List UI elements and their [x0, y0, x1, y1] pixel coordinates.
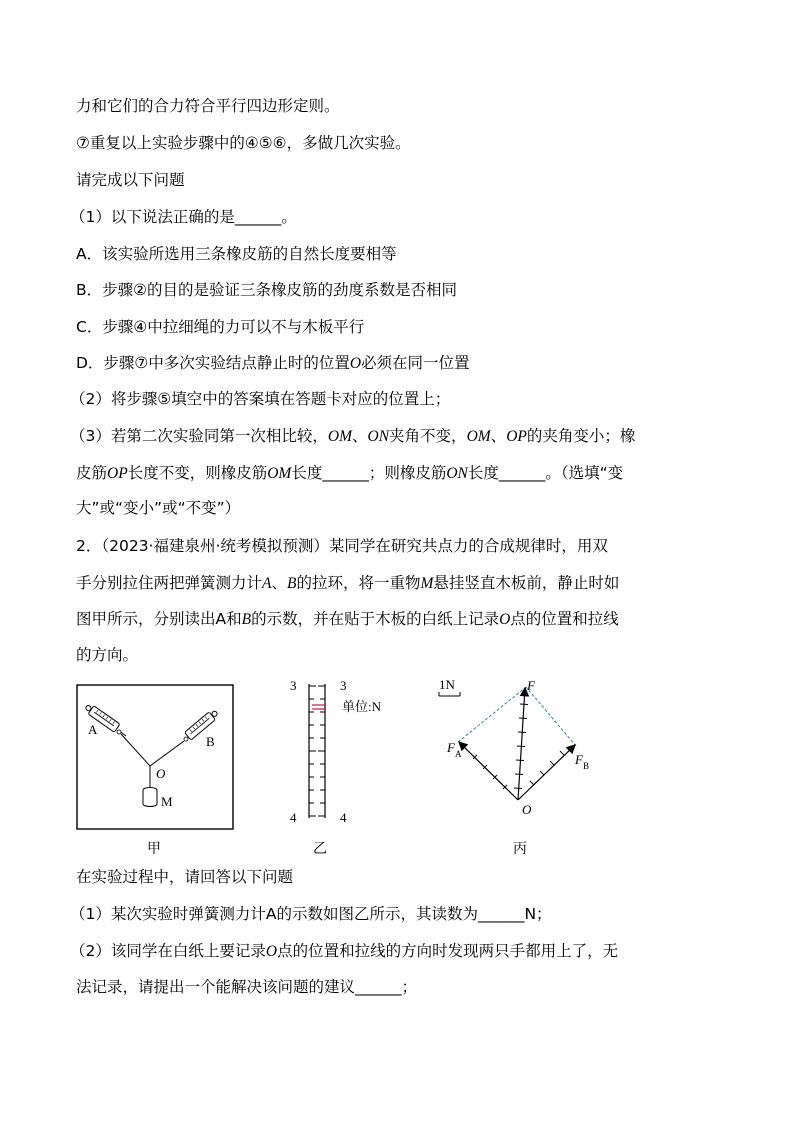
figure-jia-caption: 甲 [147, 841, 161, 857]
scale-bottom-right: 4 [340, 810, 347, 825]
figure-yi [285, 674, 415, 832]
text-line: 在实验过程中，请回答以下问题 [76, 868, 294, 886]
label-fb-sub: B [583, 761, 590, 771]
text-line: 法记录，请提出一个能解决该问题的建议______； [76, 978, 418, 996]
label-fa: F [447, 740, 455, 755]
text-line: 请完成以下问题 [76, 171, 185, 189]
question-1: （1）以下说法正确的是______。 [70, 208, 297, 226]
sub-question-2: （2）该同学在白纸上要记录O点的位置和拉线的方向时发现两只手都用上了，无 [70, 942, 619, 960]
figure-jia [76, 684, 236, 832]
option-c: C．步骤④中拉细绳的力可以不与木板平行 [76, 318, 365, 336]
question-3: （3）若第二次实验同第一次相比较，OM、ON夹角不变，OM、OP的夹角变小；橡 [70, 427, 636, 445]
option-b: B．步骤②的目的是验证三条橡皮筋的劲度系数是否相同 [76, 281, 458, 299]
text-line: ⑦重复以上实验步骤中的④⑤⑥，多做几次实验。 [76, 134, 411, 152]
text-line: 大”或“变小”或“不变”） [76, 499, 241, 517]
label-a: A [88, 722, 98, 737]
unit-label: 单位:N [342, 699, 382, 714]
label-m: M [161, 794, 173, 809]
label-f: F [527, 678, 535, 693]
text-line: 手分别拉住两把弹簧测力计A、B的拉环，将一重物M悬挂竖直木板前，静止时如 [76, 574, 620, 592]
option-a: A．该实验所选用三条橡皮筋的自然长度要相等 [76, 245, 397, 263]
text-line: 力和它们的合力符合平行四边形定则。 [76, 97, 340, 115]
text-line: 皮筋OP长度不变，则橡皮筋OM长度______；则橡皮筋ON长度______。（选填“变 [76, 464, 624, 482]
label-b: B [206, 734, 215, 749]
figure-jia-drawing [76, 684, 236, 832]
problem-2-heading: 2．（2023·福建泉州·统考模拟预测）某同学在研究共点力的合成规律时，用双 [76, 537, 608, 555]
question-2: （2）将步骤⑤填空中的答案填在答题卡对应的位置上； [70, 390, 451, 408]
label-o: O [522, 802, 532, 817]
scale-label: 1N [439, 677, 455, 692]
option-d: D．步骤⑦中多次实验结点静止时的位置O必须在同一位置 [76, 354, 470, 372]
scale-top-right: 3 [340, 678, 347, 693]
text-line: 图甲所示，分别读出A和B的示数，并在贴于木板的白纸上记录O点的位置和拉线 [76, 610, 619, 628]
label-o: O [156, 766, 166, 781]
figure-bing [436, 674, 606, 834]
label-fb: F [575, 752, 583, 767]
scale-bottom-left: 4 [290, 810, 297, 825]
figure-yi-drawing [285, 674, 415, 832]
label-fa-sub: A [455, 749, 462, 759]
text-line: 的方向。 [76, 646, 139, 664]
figure-bing-caption: 丙 [513, 841, 527, 857]
sub-question-1: （1）某次实验时弹簧测力计A的示数如图乙所示，其读数为______N； [70, 905, 552, 923]
figure-bing-drawing [436, 674, 606, 834]
figure-yi-caption: 乙 [313, 841, 327, 857]
scale-top-left: 3 [290, 678, 297, 693]
